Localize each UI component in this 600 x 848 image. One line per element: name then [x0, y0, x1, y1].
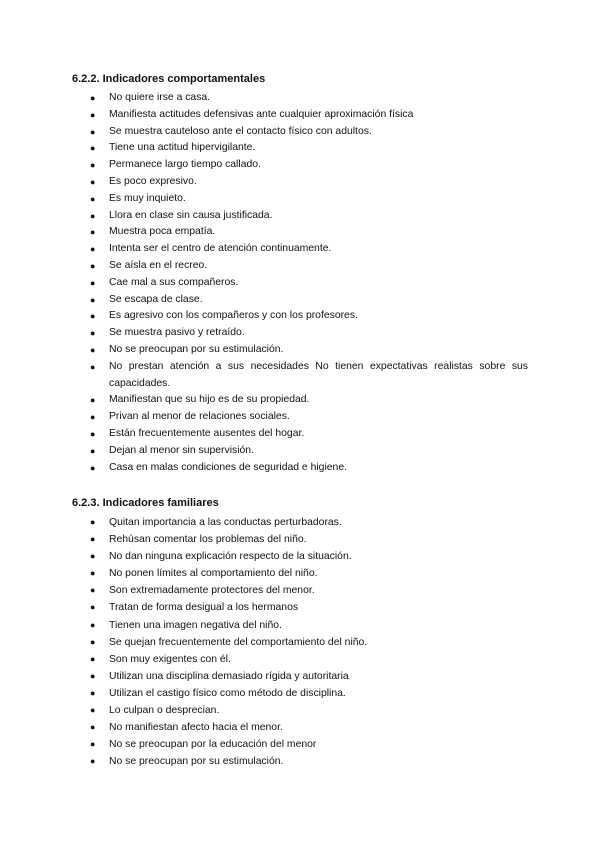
- bullet-icon: ●: [90, 445, 96, 456]
- list-item: [72, 258, 528, 275]
- list-item: [72, 224, 528, 241]
- bullet-icon: ●: [90, 636, 96, 647]
- list-item: [72, 582, 528, 599]
- list-item-text: Cae mal a sus compañeros.: [109, 276, 239, 288]
- list-item: [72, 719, 528, 736]
- section-behavioral-indicators: [72, 73, 528, 476]
- bullet-icon: ●: [90, 109, 96, 120]
- list-item: [72, 514, 528, 531]
- bullet-icon: ●: [90, 395, 96, 406]
- list-item-text: Se quejan frecuentemente del comportamiento del niño.: [109, 636, 368, 648]
- bullet-icon: ●: [90, 670, 96, 681]
- list-item-text: Manifiestan que su hijo es de su propiedad.: [109, 394, 310, 406]
- bullet-icon: ●: [90, 739, 96, 750]
- bullet-icon: ●: [90, 193, 96, 204]
- list-item-text: Se muestra pasivo y retraído.: [109, 327, 245, 339]
- bullet-icon: ●: [90, 551, 96, 562]
- list-item-text: No manifiestan afecto hacia el menor.: [109, 722, 283, 734]
- list-item-text: No quiere irse a casa.: [109, 92, 211, 103]
- bullet-icon: ●: [90, 294, 96, 305]
- list-item-text: Están frecuentemente ausentes del hogar.: [109, 427, 305, 439]
- section-family-indicators: [72, 497, 528, 770]
- list-item: [72, 531, 528, 548]
- list-item: [72, 107, 528, 124]
- list-item-text: No se preocupan por su estimulación.: [109, 756, 284, 768]
- list-item-text: Rehúsan comentar los problemas del niño.: [109, 534, 307, 546]
- section-heading: 6.2.2. Indicadores comportamentales: [72, 73, 266, 85]
- list-item: [72, 359, 528, 393]
- list-item-text: Lo culpan o desprecian.: [109, 705, 220, 717]
- list-item: [72, 617, 528, 634]
- list-item-text: Es muy inquieto.: [109, 192, 186, 204]
- list-item-text: No prestan atención a sus necesidades No tienen expectativas realistas sobre sus capacidades.: [109, 360, 528, 389]
- bullet-icon: ●: [90, 462, 96, 473]
- list-item: [72, 736, 528, 753]
- bullet-icon: ●: [90, 244, 96, 255]
- list-item-text: Se muestra cauteloso ante el contacto físico con adultos.: [109, 125, 372, 137]
- list-item: [72, 651, 528, 668]
- list-item-text: Utilizan el castigo físico como método de disciplina.: [109, 687, 346, 699]
- bullet-icon: ●: [90, 126, 96, 137]
- list-item: [72, 753, 528, 770]
- list-item: [72, 275, 528, 292]
- bullet-icon: ●: [90, 534, 96, 545]
- list-item-text: Utilizan una disciplina demasiado rígida y autoritaria: [109, 670, 349, 682]
- list-item-text: Son extremadamente protectores del menor.: [109, 585, 315, 597]
- bullet-icon: ●: [90, 705, 96, 716]
- list-item: [72, 392, 528, 409]
- list-item: [72, 685, 528, 702]
- list-item: [72, 157, 528, 174]
- bullet-icon: ●: [90, 653, 96, 664]
- list-item-text: Dejan al menor sin supervisión.: [109, 444, 254, 456]
- bullet-icon: ●: [90, 93, 96, 103]
- list-item: [72, 308, 528, 325]
- bullet-icon: ●: [90, 260, 96, 271]
- list-item: [72, 174, 528, 191]
- list-item: [72, 634, 528, 651]
- bullet-icon: ●: [90, 311, 96, 322]
- list-item-text: No ponen límites al comportamiento del niño.: [109, 568, 318, 580]
- bullet-icon: ●: [90, 176, 96, 187]
- list-item-text: Tratan de forma desigual a los hermanos: [109, 602, 299, 614]
- bullet-icon: ●: [90, 722, 96, 733]
- list-item-text: Manifiesta actitudes defensivas ante cualquier aproximación física: [109, 108, 414, 120]
- list-item: [72, 140, 528, 157]
- bullet-list: [72, 90, 528, 476]
- section-heading: 6.2.3. Indicadores familiares: [72, 497, 219, 509]
- list-item-text: Es poco expresivo.: [109, 175, 197, 187]
- bullet-icon: ●: [90, 602, 96, 613]
- bullet-icon: ●: [90, 143, 96, 154]
- list-item: [72, 668, 528, 685]
- list-item: [72, 702, 528, 719]
- bullet-icon: ●: [90, 210, 96, 221]
- list-item: [72, 409, 528, 426]
- list-item: [72, 548, 528, 565]
- bullet-icon: ●: [90, 227, 96, 238]
- list-item: [72, 124, 528, 141]
- list-item: [72, 292, 528, 309]
- list-item-text: No se preocupan por la educación del menor: [109, 739, 317, 751]
- list-item: [72, 599, 528, 616]
- bullet-icon: ●: [90, 328, 96, 339]
- list-item: [72, 443, 528, 460]
- list-item-text: Tiene una actitud hipervigilante.: [109, 142, 256, 154]
- bullet-list: [72, 514, 528, 770]
- list-item-text: Intenta ser el centro de atención continuamente.: [109, 243, 332, 255]
- list-item-text: Privan al menor de relaciones sociales.: [109, 411, 290, 423]
- list-item: [72, 426, 528, 443]
- bullet-icon: ●: [90, 756, 96, 767]
- bullet-icon: ●: [90, 412, 96, 423]
- list-item-text: Son muy exigentes con él.: [109, 653, 231, 665]
- bullet-icon: ●: [90, 361, 96, 372]
- list-item: [72, 565, 528, 582]
- list-item: [72, 460, 528, 477]
- bullet-icon: ●: [90, 568, 96, 579]
- bullet-icon: ●: [90, 160, 96, 171]
- bullet-icon: ●: [90, 517, 96, 527]
- bullet-icon: ●: [90, 585, 96, 596]
- list-item-text: Tienen una imagen negativa del niño.: [109, 619, 282, 631]
- bullet-icon: ●: [90, 687, 96, 698]
- bullet-icon: ●: [90, 344, 96, 355]
- list-item-text: Llora en clase sin causa justificada.: [109, 209, 273, 221]
- list-item-text: Muestra poca empatía.: [109, 226, 216, 238]
- list-item: [72, 325, 528, 342]
- bullet-icon: ●: [90, 619, 96, 630]
- list-item: [72, 191, 528, 208]
- list-item-text: Casa en malas condiciones de seguridad e higiene.: [109, 461, 347, 473]
- list-item-text: No dan ninguna explicación respecto de la situación.: [109, 551, 352, 563]
- list-item: [72, 241, 528, 258]
- list-item: [72, 342, 528, 359]
- list-item-text: Permanece largo tiempo callado.: [109, 159, 261, 171]
- list-item-text: Se aísla en el recreo.: [109, 259, 208, 271]
- list-item-text: Quitan importancia a las conductas perturbadoras.: [109, 517, 342, 528]
- list-item: [72, 208, 528, 225]
- bullet-icon: ●: [90, 428, 96, 439]
- list-item: [72, 90, 528, 107]
- list-item-text: Es agresivo con los compañeros y con los profesores.: [109, 310, 358, 322]
- list-item-text: No se preocupan por su estimulación.: [109, 343, 284, 355]
- bullet-icon: ●: [90, 277, 96, 288]
- list-item-text: Se escapa de clase.: [109, 293, 203, 305]
